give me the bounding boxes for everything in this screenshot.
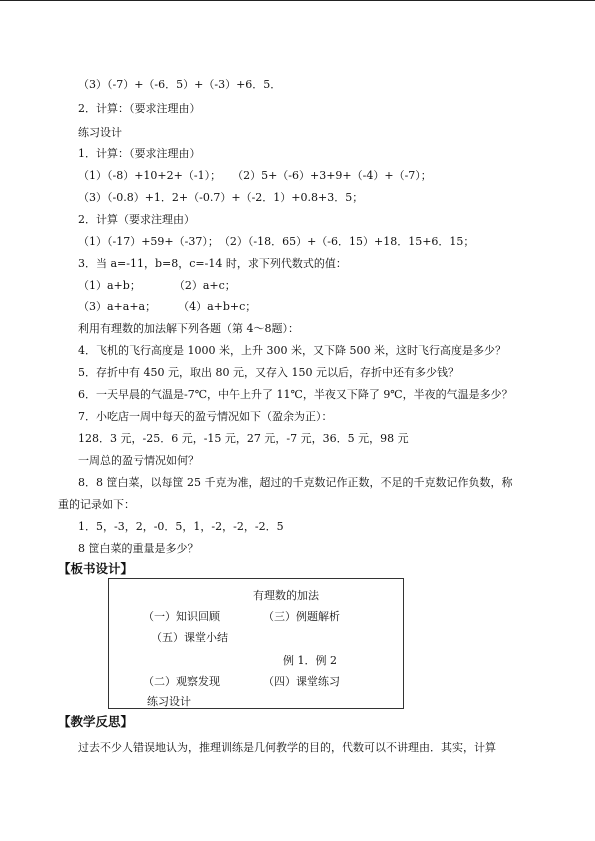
- exercise-line-12: 利用有理数的加法解下列各题（第 4～8题）：: [78, 322, 299, 335]
- board-item-3: （三）例题解析: [263, 610, 340, 623]
- board-example: 例 1．例 2: [283, 654, 337, 667]
- board-practice: 练习设计: [147, 695, 191, 708]
- exercise-line-22: 8 筐白菜的重量是多少？: [78, 542, 199, 555]
- board-title: 有理数的加法: [253, 589, 319, 602]
- page-top-rule: [0, 0, 595, 1]
- exercise-line-10: （1）a+b； （2）a+c；: [78, 279, 236, 292]
- exercise-line-14: 5．存折中有 450 元，取出 80 元，又存入 150 元以后，存折中还有多少钱？: [78, 366, 459, 379]
- exercise-line-7: 2．计算（要求注理由）: [78, 213, 195, 226]
- reflection-heading: 【教学反思】: [58, 714, 134, 729]
- practice-design-title: 练习设计: [78, 126, 122, 139]
- board-item-5: （五）课堂小结: [151, 631, 228, 644]
- reflection-text: 过去不少人错误地认为，推理训练是几何教学的目的，代数可以不讲理由．其实，计算: [78, 741, 496, 754]
- exercise-line-17: 128．3 元，-25．6 元，-15 元，27 元，-7 元，36．5 元，98 元: [78, 432, 409, 445]
- exercise-line-13: 4．飞机的飞行高度是 1000 米，上升 300 米，又下降 500 米，这时飞行高度是多少？: [78, 344, 506, 357]
- exercise-line-6: （3）（-0.8）+1．2+（-0.7）+（-2．1）+0.8+3．5；: [78, 191, 364, 204]
- board-item-1: （一）知识回顾: [143, 610, 220, 623]
- exercise-line-21: 1．5，-3，2，-0．5，1，-2，-2，-2．5: [78, 520, 284, 533]
- board-design-heading: 【板书设计】: [58, 561, 134, 576]
- exercise-line-5: （1）（-8）+10+2+（-1）； （2）5+（-6）+3+9+（-4）+（-7）；: [78, 169, 432, 182]
- exercise-line-9: 3．当 a=-11，b=8，c=-14 时，求下列代数式的值：: [78, 257, 347, 270]
- exercise-line-4: 1．计算：（要求注理由）: [78, 147, 201, 160]
- exercise-line-15: 6．一天早晨的气温是-7℃，中午上升了 11℃，半夜又下降了 9℃，半夜的气温是多少？: [78, 388, 513, 401]
- board-item-4: （四）课堂练习: [263, 675, 340, 688]
- exercise-line-19: 8．8 筐白菜，以每筐 25 千克为准，超过的千克数记作正数，不足的千克数记作负数，称: [78, 476, 513, 489]
- board-item-2: （二）观察发现: [143, 675, 220, 688]
- exercise-line-1: （3）（-7）+（-6．5）+（-3）+6．5．: [78, 78, 282, 91]
- exercise-line-11: （3）a+a+a； （4）a+b+c；: [78, 300, 257, 313]
- exercise-line-16: 7．小吃店一周中每天的盈亏情况如下（盈余为正）：: [78, 410, 333, 423]
- exercise-line-18: 一周总的盈亏情况如何？: [78, 454, 199, 467]
- exercise-line-20: 重的记录如下：: [58, 498, 135, 511]
- exercise-line-8: （1）（-17）+59+（-37）； （2）（-18．65）+（-6．15）+18．15+6．15；: [78, 235, 475, 248]
- exercise-line-2: 2．计算：（要求注理由）: [78, 102, 201, 115]
- board-design-box: [108, 578, 404, 709]
